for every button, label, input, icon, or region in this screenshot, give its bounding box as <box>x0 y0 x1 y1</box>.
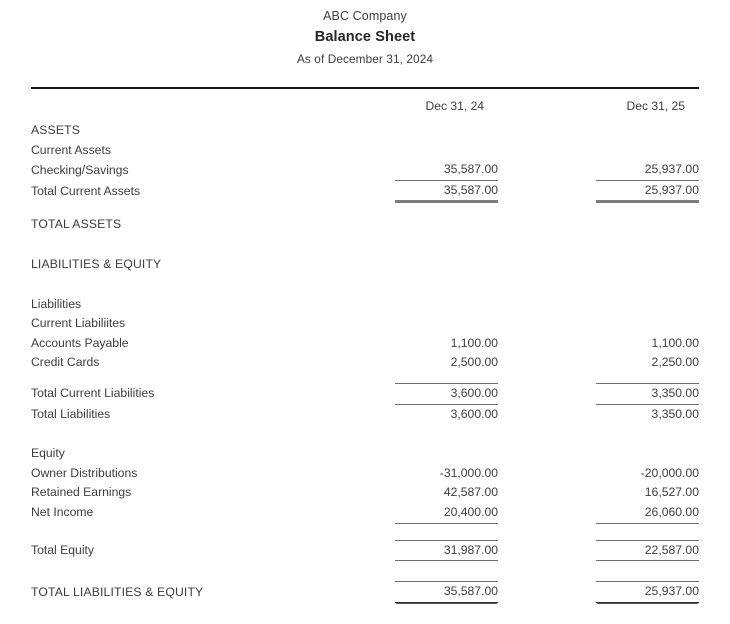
total-current-assets-value-period-2: 25,937.00 <box>596 180 699 202</box>
total-liabilities-equity-value-period-2: 25,937.00 <box>596 582 699 603</box>
current-liabilities-heading: Current Liabiliites <box>31 316 126 331</box>
owner-distributions-label: Owner Distributions <box>31 465 138 480</box>
total-equity-value-period-1: 31,987.00 <box>395 540 498 561</box>
net-income-value-period-2: 26,060.00 <box>596 503 699 523</box>
row-net-income <box>31 503 699 523</box>
net-income-label: Net Income <box>31 505 94 520</box>
total-equity-label: Total Equity <box>31 543 95 557</box>
row-liabilities-heading <box>31 295 699 315</box>
net-income-value-period-1: 20,400.00 <box>395 503 498 523</box>
report-title-block <box>0 0 730 70</box>
row-credit-cards <box>31 353 699 373</box>
row-owner-distributions <box>31 464 699 484</box>
total-liabilities-label: Total Liabilities <box>31 406 111 421</box>
row-total-liabilities <box>31 404 699 424</box>
total-assets-label: TOTAL ASSETS <box>31 217 122 232</box>
row-equity-heading <box>31 444 699 464</box>
row-total-liabilities-equity <box>31 582 699 603</box>
column-header-row <box>31 96 699 117</box>
row-total-assets <box>31 215 699 235</box>
owner-distributions-value-period-1: -31,000.00 <box>439 465 499 480</box>
total-equity-value-period-2: 22,587.00 <box>596 540 699 561</box>
total-liabilities-equity-label: TOTAL LIABILITIES & EQUITY <box>31 584 204 599</box>
row-total-current-liabilities <box>31 383 699 404</box>
report-title: Balance Sheet <box>314 29 416 45</box>
total-liabilities-value-period-2: 3,350.00 <box>651 406 699 421</box>
accounts-payable-label: Accounts Payable <box>31 335 129 350</box>
total-assets-value-period-1 <box>395 215 498 235</box>
accounts-payable-value-period-2: 1,100.00 <box>651 335 699 350</box>
liabilities-heading: Liabilities <box>31 296 82 311</box>
total-current-liabilities-value-period-1: 3,600.00 <box>395 383 498 404</box>
row-assets-heading <box>31 121 699 141</box>
row-accounts-payable <box>31 334 699 354</box>
total-liabilities-value-period-1: 3,600.00 <box>450 406 499 421</box>
checking-savings-value-period-1: 35,587.00 <box>395 160 498 180</box>
row-current-liabilities-heading <box>31 314 699 334</box>
current-assets-heading: Current Assets <box>31 142 111 157</box>
row-retained-earnings <box>31 483 699 503</box>
retained-earnings-label: Retained Earnings <box>31 485 132 500</box>
row-liabilities-equity-heading <box>31 255 699 275</box>
total-liabilities-equity-value-period-1: 35,587.00 <box>395 582 498 603</box>
retained-earnings-value-period-1: 42,587.00 <box>443 485 499 500</box>
equity-heading: Equity <box>31 446 65 461</box>
row-checking-savings <box>31 160 699 180</box>
row-current-assets-heading <box>31 141 699 161</box>
checking-savings-label: Checking/Savings <box>31 162 129 177</box>
owner-distributions-value-period-2: -20,000.00 <box>640 465 699 480</box>
row-total-equity <box>31 540 699 561</box>
report-as-of-date: As of December 31, 2024 <box>296 52 434 66</box>
credit-cards-value-period-1: 2,500.00 <box>450 355 499 370</box>
balance-sheet-table <box>31 70 699 603</box>
company-name: ABC Company <box>323 9 407 23</box>
total-current-assets-label: Total Current Assets <box>31 184 141 199</box>
retained-earnings-value-period-2: 16,527.00 <box>644 485 699 500</box>
credit-cards-value-period-2: 2,250.00 <box>651 355 699 370</box>
total-assets-value-period-2 <box>596 215 699 235</box>
row-total-current-assets <box>31 180 699 202</box>
column-header-period-1: Dec 31, 24 <box>425 99 485 113</box>
accounts-payable-value-period-1: 1,100.00 <box>450 335 499 350</box>
assets-heading: ASSETS <box>31 123 80 137</box>
total-current-liabilities-label: Total Current Liabilities <box>31 386 155 401</box>
column-header-label <box>31 96 392 117</box>
checking-savings-value-period-2: 25,937.00 <box>596 160 699 180</box>
total-current-liabilities-value-period-2: 3,350.00 <box>596 383 699 404</box>
liabilities-equity-heading: LIABILITIES & EQUITY <box>31 256 162 271</box>
total-current-assets-value-period-1: 35,587.00 <box>395 180 498 202</box>
credit-cards-label: Credit Cards <box>31 355 100 370</box>
column-header-period-2: Dec 31, 25 <box>626 99 685 113</box>
